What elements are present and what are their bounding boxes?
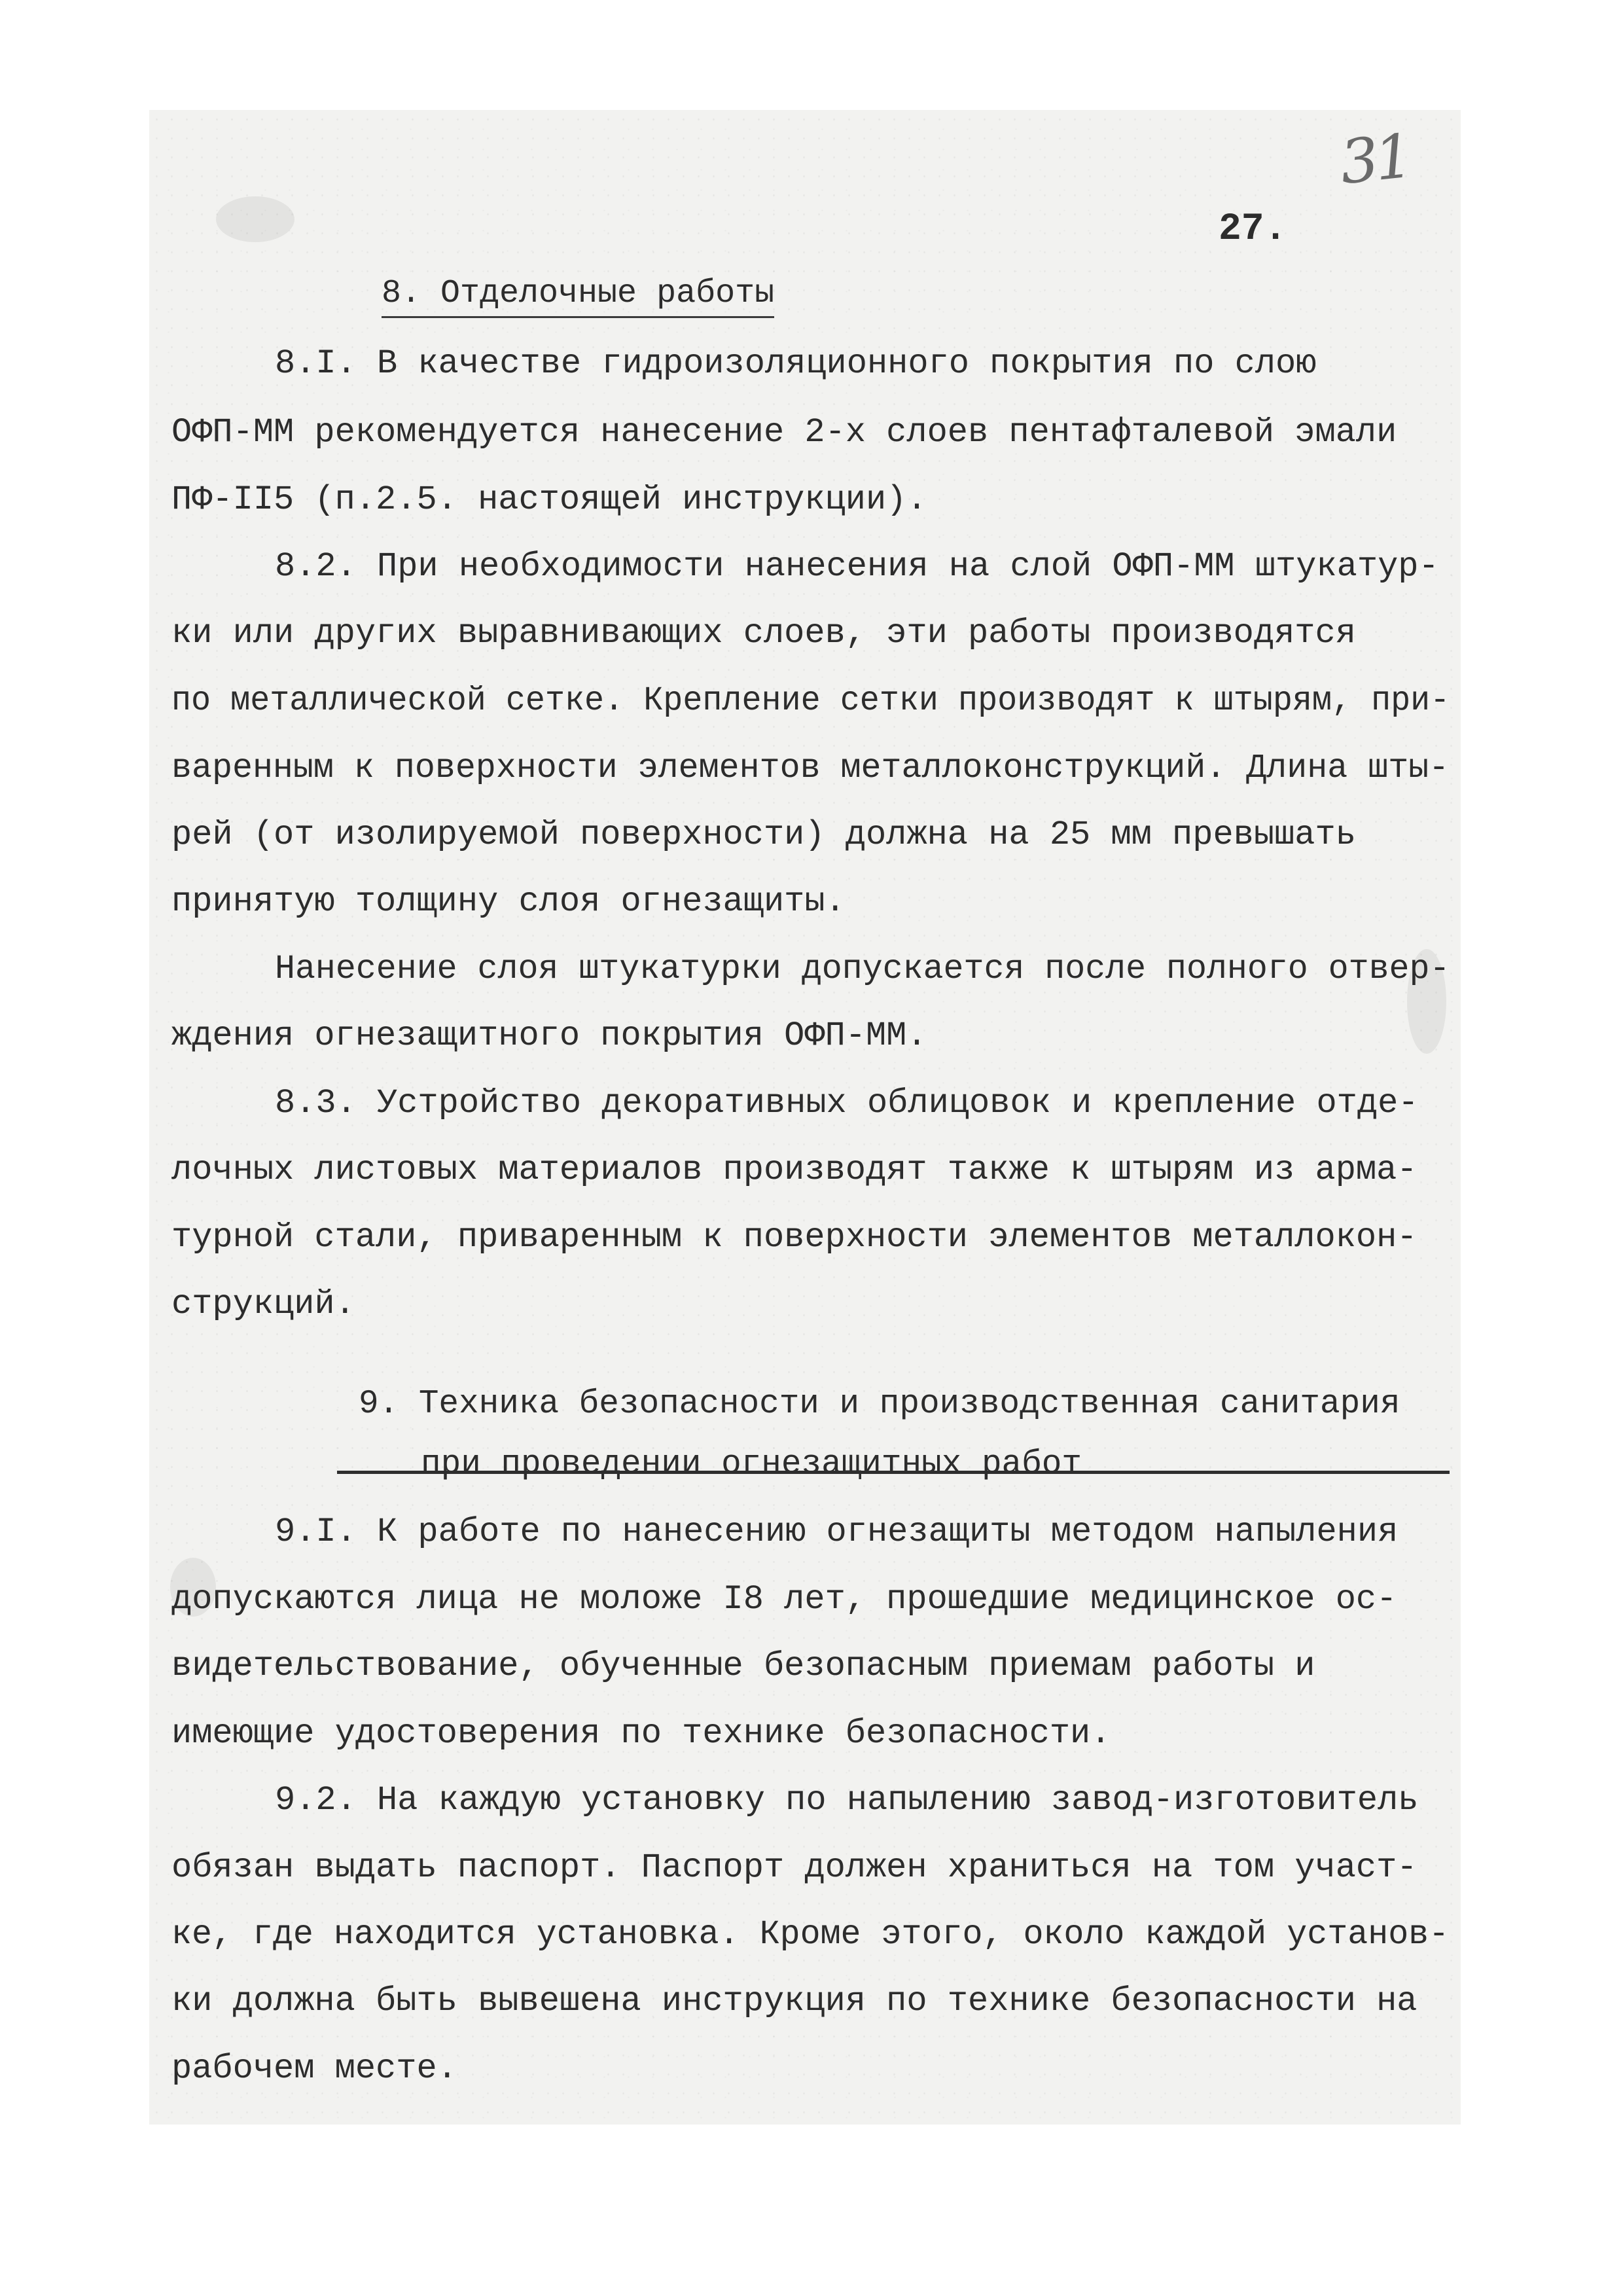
scan-smudge bbox=[216, 196, 294, 242]
handwritten-page-number: 31 bbox=[1336, 120, 1413, 198]
paragraph-line: принятую толщину слоя огнезащиты. bbox=[171, 882, 846, 921]
paragraph-line: турной стали, приваренным к поверхности элементов металлокон- bbox=[171, 1218, 1418, 1257]
paragraph-line: ОФП-ММ рекомендуется нанесение 2-х слоев пентафталевой эмали bbox=[171, 413, 1397, 452]
paragraph-line: варенным к поверхности элементов металлоконструкций. Длина шты- bbox=[171, 749, 1450, 787]
paragraph-line: по металлической сетке. Крепление сетки производят к штырям, при- bbox=[171, 681, 1450, 720]
paragraph-line: рабочем месте. bbox=[171, 2049, 457, 2088]
section-9-heading bbox=[359, 1374, 1445, 1495]
section-9-heading-line-1: 9. Техника безопасности и производственная санитария bbox=[359, 1386, 1400, 1423]
paragraph-line: видетельствование, обученные безопасным приемам работы и bbox=[171, 1647, 1315, 1685]
paragraph-line: имеющие удостоверения по технике безопасности. bbox=[171, 1714, 1111, 1753]
section-8-heading: 8. Отделочные работы bbox=[382, 275, 774, 318]
paragraph-line: 8.I. В качестве гидроизоляционного покрытия по слою bbox=[275, 344, 1317, 383]
paragraph-line: 8.3. Устройство декоративных облицовок и крепление отде- bbox=[275, 1084, 1419, 1122]
paragraph-line: ждения огнезащитного покрытия ОФП-ММ. bbox=[171, 1016, 927, 1055]
paragraph-line: 9.I. К работе по нанесению огнезащиты методом напыления bbox=[275, 1513, 1399, 1551]
paragraph-line: ке, где находится установка. Кроме этого, около каждой установ- bbox=[171, 1915, 1450, 1954]
paragraph-line: обязан выдать паспорт. Паспорт должен храниться на том участ- bbox=[171, 1848, 1418, 1887]
paragraph-line: лочных листовых материалов производят также к штырям из арма- bbox=[171, 1151, 1418, 1189]
paragraph-line: ки или других выравнивающих слоев, эти работы производятся bbox=[171, 614, 1356, 653]
paragraph-line: струкций. bbox=[171, 1285, 355, 1323]
paragraph-line: ПФ-II5 (п.2.5. настоящей инструкции). bbox=[171, 480, 927, 519]
paragraph-line: Нанесение слоя штукатурки допускается после полного отвер- bbox=[275, 950, 1450, 988]
page-number: 27. bbox=[1219, 208, 1287, 251]
paragraph-line: 8.2. При необходимости нанесения на слой ОФП-ММ штукатур- bbox=[275, 547, 1439, 586]
section-9-heading-line-2: при проведении огнезащитных работ bbox=[421, 1446, 1082, 1483]
paragraph-line: ки должна быть вывешена инструкция по технике безопасности на bbox=[171, 1982, 1418, 2020]
paragraph-line: допускаются лица не моложе I8 лет, прошедшие медицинское ос- bbox=[171, 1580, 1397, 1619]
paragraph-line: рей (от изолируемой поверхности) должна на 25 мм превышать bbox=[171, 816, 1356, 854]
section-divider bbox=[337, 1471, 1450, 1474]
paragraph-line: 9.2. На каждую установку по напылению завод-изготовитель bbox=[275, 1781, 1419, 1820]
